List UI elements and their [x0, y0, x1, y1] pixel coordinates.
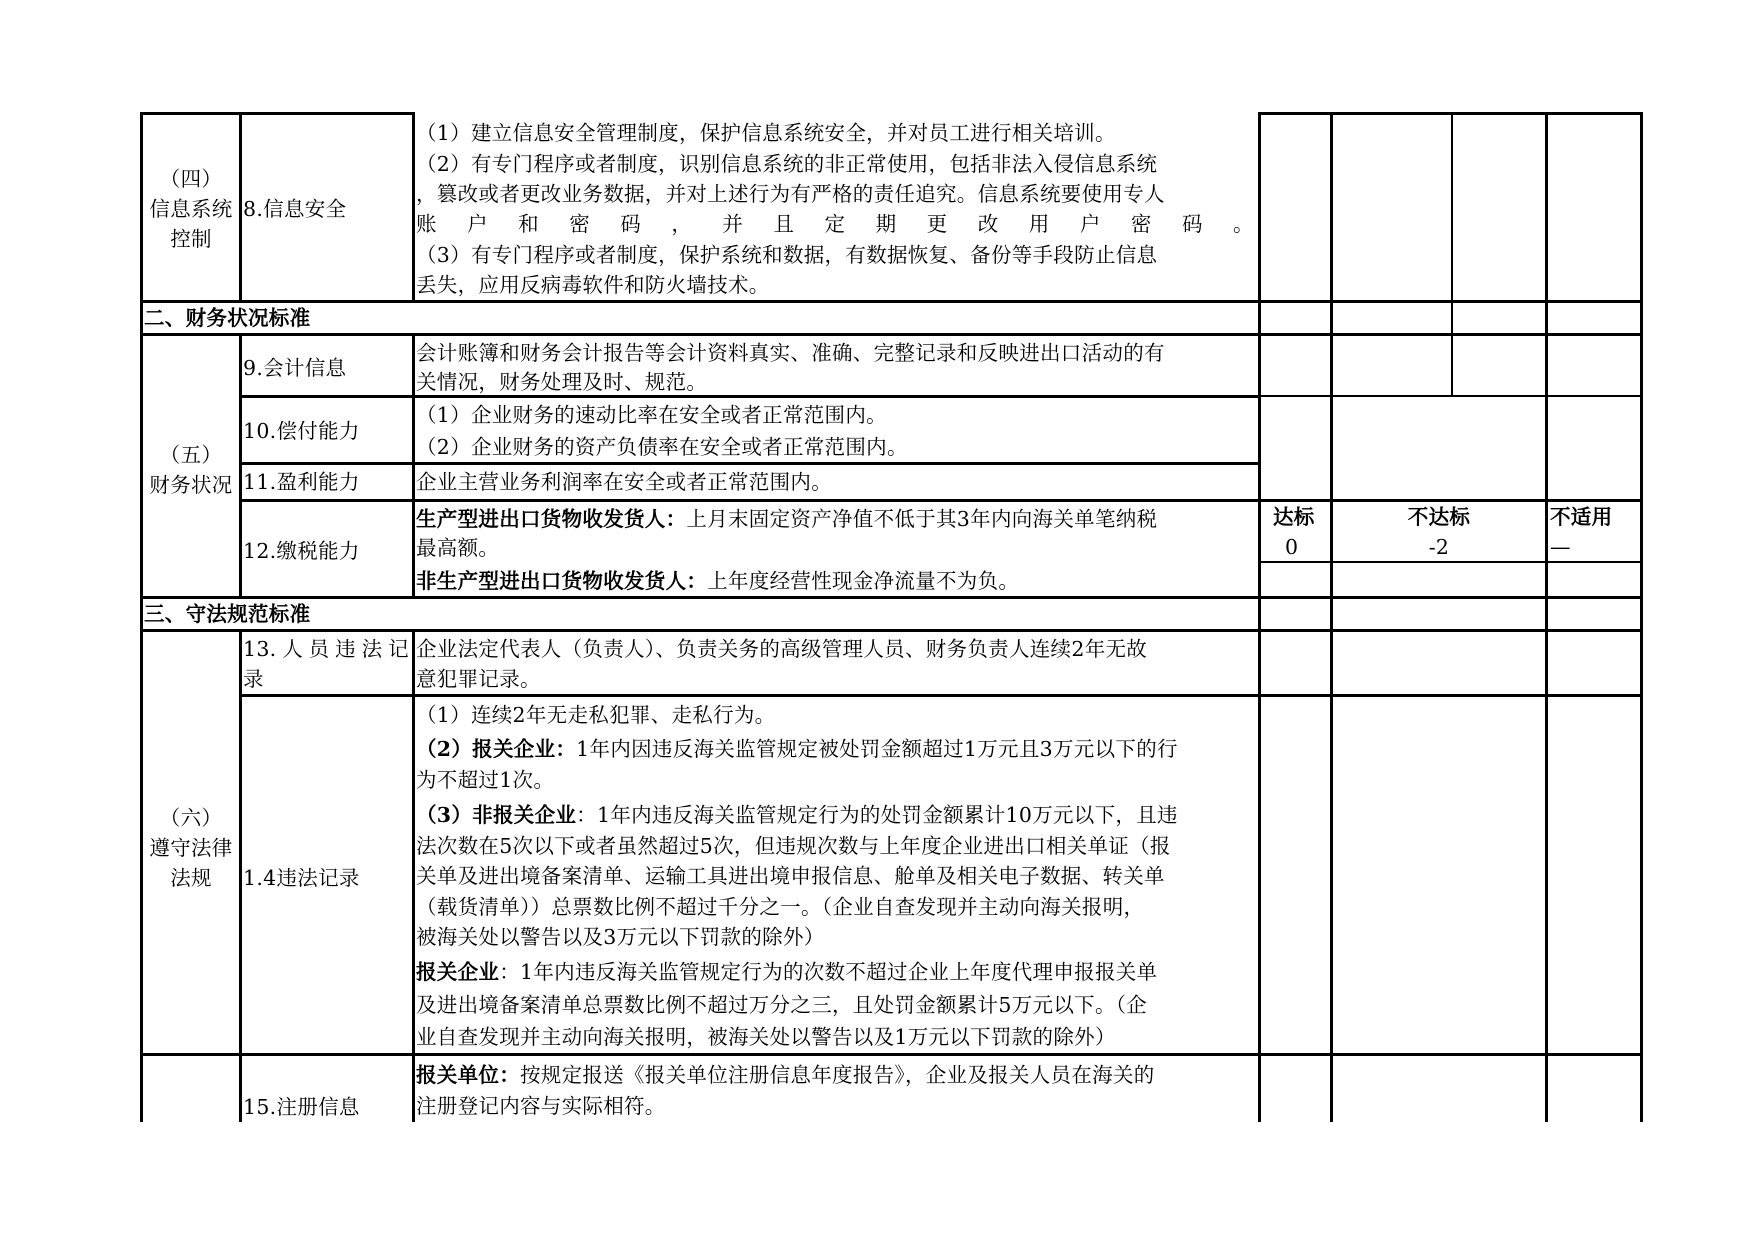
category-line: 控制 [170, 227, 212, 251]
score-pass-label: 达标 [1273, 505, 1315, 529]
content-line: （载货清单））总票数比例不超过千分之一。（企业自查发现并主动向海关报明， [416, 895, 1145, 919]
category-line: 法规 [170, 866, 212, 890]
content-line: 非生产型进出口货物收发货人：上年度经营性现金净流量不为负。 [416, 569, 1020, 593]
content-line: 报关企业：1年内违反海关监管规定行为的次数不超过企业上年度代理申报报关单 [416, 960, 1158, 984]
grid-line [140, 1053, 1643, 1056]
content-line: 最高额。 [416, 536, 500, 560]
grid-line [140, 300, 1643, 303]
item-profitability: 11.盈利能力 [243, 470, 360, 494]
item-personnel-record-line2: 录 [243, 667, 264, 691]
content-line: 关情况，财务处理及时、规范。 [416, 370, 708, 394]
content-line: 意犯罪记录。 [416, 667, 541, 691]
grid-line [239, 694, 1643, 697]
content-line: （1）建立信息安全管理制度，保护信息系统安全，并对员工进行相关培训。 [416, 121, 1116, 145]
item-tax-capacity: 12.缴税能力 [243, 539, 360, 563]
category-law [143, 803, 239, 893]
item-accounting-info: 9.会计信息 [243, 356, 347, 380]
content-line: ，篡改或者更改业务数据，并对上述行为有严格的责任追究。信息系统要使用专人 [416, 182, 1165, 206]
category-line: （五） [159, 443, 223, 467]
score-na-value: — [1550, 535, 1571, 559]
category-line: （四） [159, 167, 223, 191]
grid-line [1258, 112, 1643, 115]
grid-line [412, 112, 415, 302]
content-line: （2）企业财务的资产负债率在安全或者正常范围内。 [416, 435, 908, 459]
content-line: 法次数在5次以下或者虽然超过5次，但违规次数与上年度企业进出口相关单证（报 [416, 834, 1171, 858]
item-solvency: 10.偿付能力 [243, 419, 360, 443]
item-personnel-record: 13. 人 员 违 法 记 [243, 637, 409, 661]
grid-line [1451, 112, 1453, 396]
score-na-label: 不适用 [1550, 505, 1613, 529]
grid-line [1258, 395, 1643, 397]
content-line: 及进出境备案清单总票数比例不超过万分之三，且处罚金额累计5万元以下。（企 [416, 993, 1148, 1017]
content-line: 会计账簿和财务会计报告等会计资料真实、准确、完整记录和反映进出口活动的有 [416, 341, 1165, 365]
section-title-compliance: 三、守法规范标准 [144, 602, 311, 626]
content-line: （1）连续2年无走私犯罪、走私行为。 [416, 703, 776, 727]
category-line: 遵守法律 [149, 836, 233, 860]
content-line: 生产型进出口货物收发货人：上月末固定资产净值不低于其3年内向海关单笔纳税 [416, 507, 1158, 531]
score-fail-label: 不达标 [1407, 505, 1471, 529]
grid-line [1640, 112, 1643, 1122]
content-line: 为不超过1次。 [416, 768, 555, 792]
section-title-finance: 二、财务状况标准 [144, 306, 311, 330]
score-pass-value: 0 [1285, 535, 1299, 559]
content-line: 报关单位：按规定报送《报关单位注册信息年度报告》，企业及报关人员在海关的 [416, 1063, 1155, 1087]
grid-line [239, 112, 242, 302]
item-violation-record: 1.4违法记录 [243, 866, 360, 890]
category-info-system [143, 164, 239, 254]
category-line: 财务状况 [149, 473, 233, 497]
content-line: 企业法定代表人（负责人）、负责关务的高级管理人员、财务负责人连续2年无故 [416, 637, 1148, 661]
grid-line [1545, 112, 1548, 1122]
grid-line [412, 631, 415, 1122]
grid-line [140, 629, 1643, 632]
grid-line [140, 333, 1643, 336]
content-line: （2）有专门程序或者制度，识别信息系统的非正常使用，包括非法入侵信息系统 [416, 152, 1158, 176]
grid-line [412, 333, 415, 597]
content-line: （3）有专门程序或者制度，保护系统和数据，有数据恢复、备份等手段防止信息 [416, 243, 1158, 267]
grid-line [140, 112, 413, 115]
item-info-security: 8.信息安全 [243, 197, 347, 221]
grid-line [239, 631, 242, 1122]
content-line-spread: 账 户 和 密 码 ， 并 且 定 期 更 改 用 户 密 码 。 [416, 212, 1254, 236]
grid-line [1258, 112, 1261, 1122]
grid-line [140, 596, 1643, 599]
content-line: （2）报关企业：1年内因违反海关监管规定被处罚金额超过1万元且3万元以下的行 [416, 737, 1178, 761]
score-fail-value: -2 [1428, 535, 1450, 559]
item-registration-info: 15.注册信息 [243, 1095, 360, 1119]
content-line: （3）非报关企业：1年内违反海关监管规定行为的处罚金额累计10万元以下，且违 [416, 803, 1178, 827]
content-line: 注册登记内容与实际相符。 [416, 1094, 666, 1118]
content-line: 业自查发现并主动向海关报明，被海关处以警告以及1万元以下罚款的除外） [416, 1025, 1116, 1049]
content-line: 关单及进出境备案清单、运输工具进出境申报信息、舱单及相关电子数据、转关单 [416, 864, 1165, 888]
category-line: （六） [159, 806, 223, 830]
content-line: 被海关处以警告以及3万元以下罚款的除外） [416, 925, 825, 949]
grid-line [239, 395, 1261, 398]
category-finance [143, 440, 239, 500]
grid-line [140, 112, 143, 1122]
grid-line [239, 333, 242, 597]
content-line: 企业主营业务利润率在安全或者正常范围内。 [416, 470, 832, 494]
grid-line [239, 462, 1261, 465]
content-line: 丢失，应用反病毒软件和防火墙技术。 [416, 273, 770, 297]
category-line: 信息系统 [149, 197, 233, 221]
content-line: （1）企业财务的速动比率在安全或者正常范围内。 [416, 403, 887, 427]
grid-line [1330, 112, 1333, 1122]
